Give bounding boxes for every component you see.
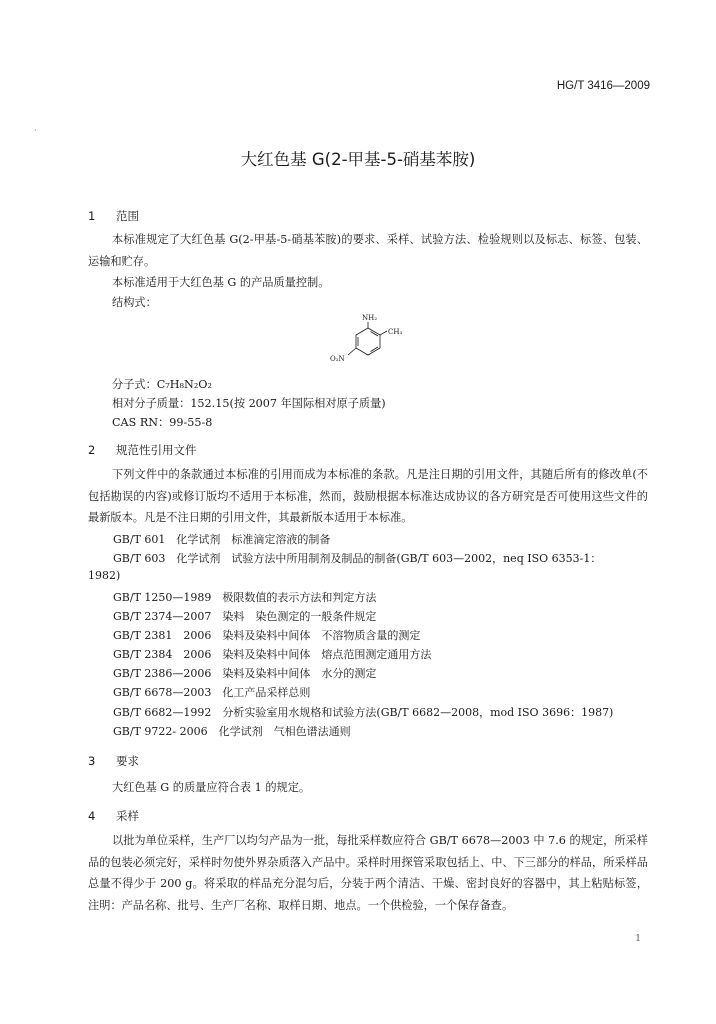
standard-code: HG/T 3416—2009 bbox=[556, 80, 650, 92]
requirements-paragraph: 大红色基 G 的质量应符合表 1 的规定。 bbox=[112, 781, 311, 794]
reference-item: GB/T 2386—2006 染料及染料中间体 水分的测定 bbox=[113, 667, 377, 680]
section-1-title: 范围 bbox=[116, 209, 139, 223]
benzene-ring bbox=[348, 322, 387, 355]
molecular-weight: 相对分子质量：152.15(按 2007 年国际相对原子质量) bbox=[112, 397, 386, 410]
section-3-number: 3 bbox=[88, 754, 96, 768]
section-1-heading bbox=[88, 208, 139, 224]
structure-label: 结构式： bbox=[112, 296, 157, 309]
section-4-title: 采样 bbox=[116, 809, 139, 823]
amine-group-label: NH₂ bbox=[362, 314, 378, 322]
reference-item: GB/T 601 化学试剂 标准滴定溶液的制备 bbox=[113, 533, 331, 546]
methyl-group-label: CH₃ bbox=[388, 328, 403, 336]
reference-item: GB/T 2381 2006 染料及染料中间体 不溶物质含量的测定 bbox=[113, 629, 421, 642]
page-number: 1 bbox=[635, 934, 641, 944]
reference-continuation: 1982) bbox=[88, 569, 121, 582]
reference-item: GB/T 603 化学试剂 试验方法中所用制剂及制品的制备(GB/T 603—2002，neq ISO 6353-1： bbox=[113, 552, 602, 565]
section-1-number: 1 bbox=[88, 209, 96, 223]
structural-formula bbox=[326, 312, 416, 372]
sampling-paragraph: 以批为单位采样，生产厂以均匀产品为一批，每批采样数应符合 GB/T 6678—2003 中 7.6 的规定，所采样品的包装必须完好，采样时勿使外界杂质落入产品中。采样时用探管采取包括上、中、下三部分的样品，所采样品总量不得少于 200 g。将采取的样品充分混匀后，分装于两个清洁、干燥、密封良好的容器中，其上粘贴标签，注明：产品名称、批号、生产厂名称、取样日期、地点。一个供检验，一个保存备查。 bbox=[88, 834, 648, 912]
section-2-heading bbox=[88, 442, 197, 458]
section-3-title: 要求 bbox=[116, 754, 139, 768]
page-title: 大红色基 G(2-甲基-5-硝基苯胺) bbox=[240, 150, 476, 169]
margin-mark: · bbox=[34, 126, 37, 135]
section-2-number: 2 bbox=[88, 443, 96, 457]
reference-item: GB/T 6682—1992 分析实验室用水规格和试验方法(GB/T 6682—2008，mod ISO 3696：1987) bbox=[113, 706, 614, 719]
nitro-group-label: O₂N bbox=[330, 355, 345, 363]
section-3-heading bbox=[88, 753, 139, 769]
section-4-heading bbox=[88, 808, 139, 824]
reference-item: GB/T 2384 2006 染料及染料中间体 熔点范围测定通用方法 bbox=[113, 648, 432, 661]
normative-references-paragraph: 下列文件中的条款通过本标准的引用而成为本标准的条款。凡是注日期的引用文件，其随后所有的修改单(不包括勘误的内容)或修订版均不适用于本标准，然而，鼓励根据本标准达成协议的各方研究是否可使用这些文件的最新版本。凡是不注日期的引用文件，其最新版本适用于本标准。 bbox=[88, 468, 648, 524]
reference-item: GB/T 1250—1989 极限数值的表示方法和判定方法 bbox=[113, 591, 377, 604]
scope-paragraph: 本标准规定了大红色基 G(2-甲基-5-硝基苯胺)的要求、采样、试验方法、检验规则以及标志、标签、包装、运输和贮存。 bbox=[88, 233, 648, 268]
reference-item: GB/T 6678—2003 化工产品采样总则 bbox=[113, 686, 311, 699]
reference-item: GB/T 9722- 2006 化学试剂 气相色谱法通则 bbox=[113, 725, 351, 738]
section-2-title: 规范性引用文件 bbox=[116, 443, 197, 457]
molecular-formula: 分子式：C₇H₈N₂O₂ bbox=[112, 378, 212, 391]
section-4-number: 4 bbox=[88, 809, 96, 823]
applicability-paragraph: 本标准适用于大红色基 G 的产品质量控制。 bbox=[112, 276, 330, 289]
reference-item: GB/T 2374—2007 染料 染色测定的一般条件规定 bbox=[113, 610, 377, 623]
cas-number: CAS RN：99-55-8 bbox=[112, 416, 213, 429]
